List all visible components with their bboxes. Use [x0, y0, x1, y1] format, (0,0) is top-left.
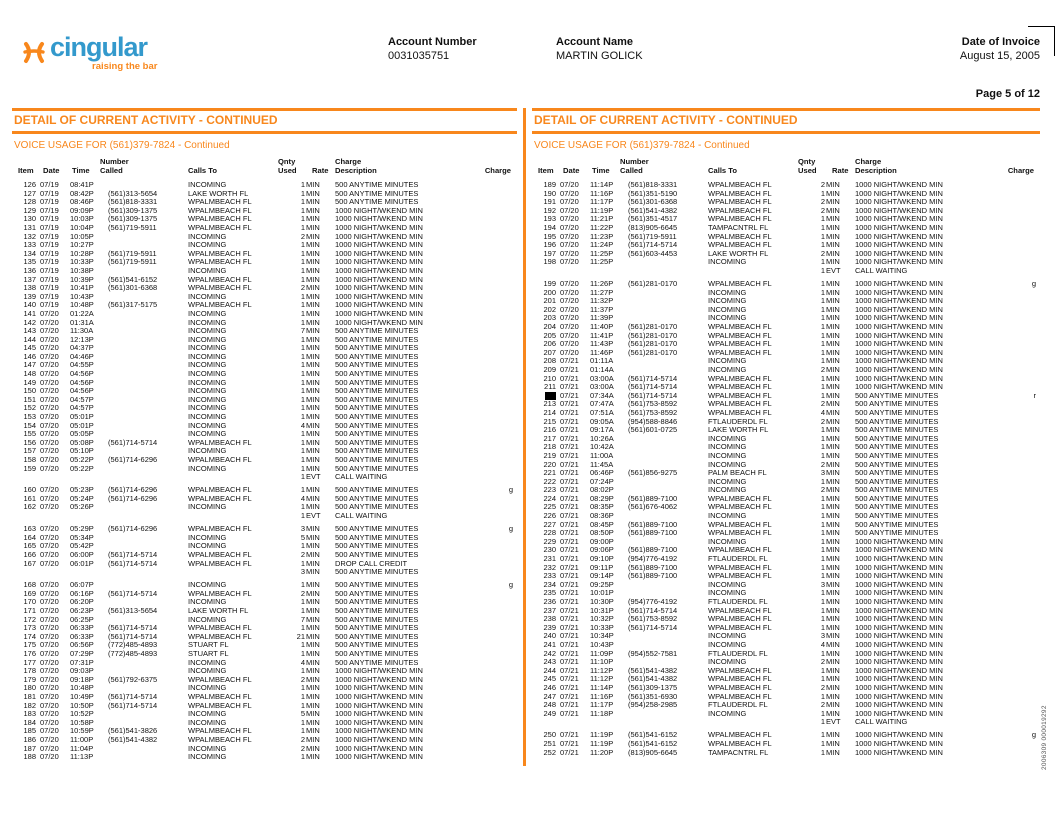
invoice-date-label: Date of Invoice [961, 36, 1040, 48]
call-record-row: 236 07/21 10:30P (954)776-4192 FTLAUDERDL FL 1 MIN 1000 NIGHT/WKEND MIN [543, 597, 943, 606]
call-record-row: 131 07/19 10:04P (561)719-5911 WPALMBEACH FL 1 MIN 1000 NIGHT/WKEND MIN [23, 222, 423, 232]
call-record-row: 136 07/19 10:38P INCOMING 1 MIN 1000 NIGHT/WKEND MIN [23, 265, 423, 275]
header-qnty: Qnty [278, 157, 296, 166]
call-record-row: 199 07/20 11:26P (561)281-0170 WPALMBEACH FL 1 MIN 1000 NIGHT/WKEND MIN g [543, 279, 1036, 289]
header-item: Item [538, 166, 554, 175]
call-record-row: 248 07/21 11:17P (954)258-2985 FTLAUDERDL FL 2 MIN 1000 NIGHT/WKEND MIN [543, 700, 943, 710]
call-record-row: 226 07/21 08:36P INCOMING 1 MIN 500 ANYTIME MINUTES [543, 511, 939, 521]
call-record-row: 208 07/21 01:11A INCOMING 1 MIN 1000 NIGHT/WKEND MIN [543, 356, 943, 366]
header-calls-to: Calls To [708, 166, 737, 175]
call-record-row: 132 07/19 10:05P INCOMING 2 MIN 1000 NIGHT/WKEND MIN [23, 231, 423, 241]
call-record-row: 164 07/20 05:34P INCOMING 5 MIN 500 ANYTIME MINUTES [23, 532, 419, 542]
brand-tagline: raising the bar [92, 61, 158, 72]
call-record-row: 156 07/20 05:08P (561)714-5714 WPALMBEACH FL 1 MIN 500 ANYTIME MINUTES [23, 437, 419, 447]
orange-rule-bottom [12, 131, 517, 134]
call-record-row: 183 07/20 10:52P INCOMING 5 MIN 1000 NIGHT/WKEND MIN [23, 709, 423, 719]
edge-print-code: 2006309 000019292 [1041, 705, 1048, 770]
call-record-row: 180 07/20 10:48P INCOMING 1 MIN 1000 NIGHT/WKEND MIN [23, 683, 423, 693]
call-record-row: 162 07/20 05:26P INCOMING 1 MIN 500 ANYTIME MINUTES [23, 502, 419, 512]
cingular-logo [22, 32, 252, 82]
header-called: Called [620, 166, 643, 175]
activity-column-right [532, 108, 1040, 768]
call-record-row: 243 07/21 11:10P INCOMING 2 MIN 1000 NIGHT/WKEND MIN [543, 657, 943, 667]
account-name-value: MARTIN GOLICK [556, 50, 643, 62]
call-record-row: 230 07/21 09:06P (561)889-7100 WPALMBEACH FL 1 MIN 1000 NIGHT/WKEND MIN [543, 545, 943, 555]
call-record-row: 179 07/20 09:18P (561)792-6375 WPALMBEACH FL 2 MIN 1000 NIGHT/WKEND MIN [23, 674, 423, 684]
account-number-block [388, 35, 477, 63]
call-record-row: 138 07/19 10:41P (561)301-6368 WPALMBEACH FL 2 MIN 1000 NIGHT/WKEND MIN [23, 283, 423, 293]
call-record-row: 159 07/20 05:22P INCOMING 1 MIN 500 ANYTIME MINUTES [23, 463, 419, 473]
activity-column-left [12, 108, 517, 768]
column-divider [523, 108, 526, 766]
call-record-row: 188 07/20 11:13P INCOMING 1 MIN 1000 NIGHT/WKEND MIN [23, 752, 423, 762]
call-record-row: 130 07/19 10:03P (561)309-1375 WPALMBEACH FL 1 MIN 1000 NIGHT/WKEND MIN [23, 214, 423, 224]
table-header [12, 157, 517, 177]
call-record-row: 152 07/20 04:57P INCOMING 1 MIN 500 ANYTIME MINUTES [23, 403, 419, 413]
corner-registration-mark [1028, 26, 1055, 56]
call-record-row: 186 07/20 11:00P (561)541-4382 WPALMBEACH FL 2 MIN 1000 NIGHT/WKEND MIN [23, 734, 423, 744]
call-record-row: 217 07/21 10:26A INCOMING 1 MIN 500 ANYTIME MINUTES [543, 433, 939, 443]
call-record-row: 151 07/20 04:57P INCOMING 1 MIN 500 ANYTIME MINUTES [23, 394, 419, 404]
call-record-row: 148 07/20 04:56P INCOMING 1 MIN 500 ANYTIME MINUTES [23, 369, 419, 379]
call-record-row: 184 07/20 10:58P INCOMING 1 MIN 1000 NIGHT/WKEND MIN [23, 717, 423, 727]
header-used: Used [278, 166, 297, 175]
call-record-row: 206 07/20 11:43P (561)281-0170 WPALMBEACH FL 1 MIN 1000 NIGHT/WKEND MIN [543, 339, 943, 349]
call-record-row: 176 07/20 07:29P (772)485-4893 STUART FL 1 MIN 500 ANYTIME MINUTES [23, 648, 419, 658]
header-used: Used [798, 166, 817, 175]
call-record-row: 146 07/20 04:46P INCOMING 1 MIN 500 ANYTIME MINUTES [23, 351, 419, 361]
call-record-row: 246 07/21 11:14P (561)309-1375 WPALMBEACH FL 2 MIN 1000 NIGHT/WKEND MIN [543, 682, 943, 692]
call-record-row: 174 07/20 06:33P (561)714-5714 WPALMBEACH FL 21 MIN 500 ANYTIME MINUTES [23, 631, 419, 641]
call-record-row: 250 07/21 11:19P (561)541-6152 WPALMBEACH FL 1 MIN 1000 NIGHT/WKEND MIN g [543, 730, 1036, 740]
header-charge: Charge [1007, 166, 1034, 175]
call-record-row: 134 07/19 10:28P (561)719-5911 WPALMBEACH FL 1 MIN 1000 NIGHT/WKEND MIN [23, 248, 423, 258]
call-record-row: 153 07/20 05:01P INCOMING 1 MIN 500 ANYTIME MINUTES [23, 412, 419, 422]
call-record-row: 154 07/20 05:01P INCOMING 4 MIN 500 ANYTIME MINUTES [23, 420, 419, 430]
header-time: Time [592, 166, 610, 175]
call-record-row: 155 07/20 05:05P INCOMING 1 MIN 500 ANYTIME MINUTES [23, 429, 419, 439]
call-record-row: 169 07/20 06:16P (561)714-5714 WPALMBEACH FL 2 MIN 500 ANYTIME MINUTES [23, 588, 419, 598]
call-record-row: 222 07/21 07:24P INCOMING 1 MIN 500 ANYTIME MINUTES [543, 476, 939, 486]
header-item: Item [18, 166, 34, 175]
call-record-row: 210 07/21 03:00A (561)714-5714 WPALMBEACH FL 1 MIN 1000 NIGHT/WKEND MIN [543, 373, 943, 383]
header-charge: Charge [484, 166, 511, 175]
cingular-jack-icon [22, 40, 46, 64]
header-time: Time [72, 166, 90, 175]
call-record-row: 187 07/20 11:04P INCOMING 2 MIN 1000 NIGHT/WKEND MIN [23, 743, 423, 753]
call-record-row: 198 07/20 11:25P INCOMING 1 MIN 1000 NIGHT/WKEND MIN [543, 257, 943, 267]
call-record-row: 245 07/21 11:12P (561)541-4382 WPALMBEACH FL 1 MIN 1000 NIGHT/WKEND MIN [543, 674, 943, 684]
call-record-row: 202 07/20 11:37P INCOMING 1 MIN 1000 NIGHT/WKEND MIN [543, 304, 943, 314]
call-record-row: 193 07/20 11:21P (561)351-4517 WPALMBEACH FL 1 MIN 1000 NIGHT/WKEND MIN [543, 214, 943, 224]
call-record-row: 144 07/20 12:13P INCOMING 1 MIN 500 ANYTIME MINUTES [23, 334, 419, 344]
call-record-row: 239 07/21 10:33P (561)714-5714 WPALMBEACH FL 1 MIN 1000 NIGHT/WKEND MIN [543, 622, 943, 632]
header-called: Called [100, 166, 123, 175]
call-record-row: 213 07/21 07:47A (561)753-8592 WPALMBEACH FL 2 MIN 500 ANYTIME MINUTES [543, 399, 939, 409]
call-record-row: 237 07/21 10:31P (561)714-5714 WPALMBEACH FL 1 MIN 1000 NIGHT/WKEND MIN [543, 605, 943, 615]
table-header [532, 157, 1040, 177]
header-calls-to: Calls To [188, 166, 217, 175]
call-record-row: 142 07/20 01:31A INCOMING 1 MIN 1000 NIGHT/WKEND MIN [23, 317, 423, 327]
call-record-row: 240 07/21 10:34P INCOMING 3 MIN 1000 NIGHT/WKEND MIN [543, 631, 943, 641]
call-record-row: 241 07/21 10:43P INCOMING 4 MIN 1000 NIGHT/WKEND MIN [543, 639, 943, 649]
call-record-row: 231 07/21 09:10P (954)776-4192 FTLAUDERDL FL 1 MIN 1000 NIGHT/WKEND MIN [543, 554, 943, 564]
section-title: DETAIL OF CURRENT ACTIVITY - CONTINUED [14, 113, 278, 127]
call-record-row: 235 07/21 10:01P INCOMING 1 MIN 1000 NIGHT/WKEND MIN [543, 588, 943, 598]
call-record-row: 137 07/19 10:39P (561)541-6152 WPALMBEACH FL 1 MIN 1000 NIGHT/WKEND MIN [23, 274, 423, 284]
call-record-row: 204 07/20 11:40P (561)281-0170 WPALMBEACH FL 1 MIN 1000 NIGHT/WKEND MIN [543, 322, 943, 331]
call-record-row: 232 07/21 09:11P (561)889-7100 WPALMBEACH FL 1 MIN 1000 NIGHT/WKEND MIN [543, 562, 943, 572]
orange-rule-top [532, 108, 1040, 111]
call-record-row: 1 EVT CALL WAITING [820, 265, 908, 275]
call-record-row: 197 07/20 11:25P (561)603-4453 LAKE WORTH FL 2 MIN 1000 NIGHT/WKEND MIN [543, 248, 943, 258]
call-record-row: 150 07/20 04:56P INCOMING 1 MIN 500 ANYTIME MINUTES [23, 386, 419, 396]
call-record-row: 135 07/19 10:33P (561)719-5911 WPALMBEACH FL 1 MIN 1000 NIGHT/WKEND MIN [23, 257, 423, 267]
call-record-row: 242 07/21 11:09P (954)552-7581 FTLAUDERDL FL 1 MIN 1000 NIGHT/WKEND MIN [543, 648, 943, 658]
call-record-row: 203 07/20 11:39P INCOMING 1 MIN 1000 NIGHT/WKEND MIN [543, 313, 943, 323]
call-record-row: 157 07/20 05:10P INCOMING 1 MIN 500 ANYTIME MINUTES [23, 446, 419, 456]
voice-usage-title: VOICE USAGE FOR (561)379-7824 - Continued [534, 140, 750, 151]
call-records-right [532, 181, 1040, 757]
call-record-row: 189 07/20 11:14P (561)818-3331 WPALMBEACH FL 2 MIN 1000 NIGHT/WKEND MIN [543, 180, 943, 189]
call-record-row: 190 07/20 11:16P (561)351-5190 WPALMBEACH FL 1 MIN 1000 NIGHT/WKEND MIN [543, 188, 943, 198]
call-record-row: 133 07/19 10:27P INCOMING 1 MIN 1000 NIGHT/WKEND MIN [23, 240, 423, 250]
call-record-row: 3 MIN 500 ANYTIME MINUTES [300, 567, 419, 577]
call-record-row: 207 07/20 11:46P (561)281-0170 WPALMBEACH FL 1 MIN 1000 NIGHT/WKEND MIN [543, 347, 943, 357]
call-record-row: 173 07/20 06:33P (561)714-5714 WPALMBEACH FL 1 MIN 500 ANYTIME MINUTES [23, 623, 419, 633]
orange-rule-top [12, 108, 517, 111]
call-record-row: 128 07/19 08:46P (561)818-3331 WPALMBEACH FL 1 MIN 500 ANYTIME MINUTES [23, 197, 419, 207]
call-record-row: 200 07/20 11:27P INCOMING 1 MIN 1000 NIGHT/WKEND MIN [543, 287, 943, 297]
call-record-row: 194 07/20 11:22P (813)905-6645 TAMPACNTRL FL 1 MIN 1000 NIGHT/WKEND MIN [543, 222, 943, 232]
call-record-row: 251 07/21 11:19P (561)541-6152 WPALMBEACH FL 1 MIN 1000 NIGHT/WKEND MIN [543, 739, 943, 748]
call-record-row: 167 07/20 06:01P (561)714-5714 WPALMBEACH FL 1 MIN DROP CALL CREDIT [23, 558, 408, 568]
header-rate: Rate [312, 166, 329, 175]
call-record-row: 220 07/21 11:45A INCOMING 2 MIN 500 ANYTIME MINUTES [543, 459, 939, 469]
header-number: Number [620, 157, 649, 166]
call-record-row: 247 07/21 11:16P (561)351-6930 WPALMBEACH FL 1 MIN 1000 NIGHT/WKEND MIN [543, 691, 943, 701]
call-record-row: 214 07/21 07:51A (561)753-8592 WPALMBEACH FL 4 MIN 500 ANYTIME MINUTES [543, 407, 939, 417]
call-record-row: 139 07/19 10:43P INCOMING 1 MIN 1000 NIGHT/WKEND MIN [23, 291, 423, 301]
call-record-row: 215 07/21 09:05A (954)588-8846 FTLAUDERDL FL 2 MIN 500 ANYTIME MINUTES [543, 416, 939, 426]
call-record-row: 170 07/20 06:20P INCOMING 1 MIN 500 ANYTIME MINUTES [23, 597, 419, 607]
call-record-row: 221 07/21 06:46P (561)856-9275 PALM BEACH FL 3 MIN 500 ANYTIME MINUTES [543, 468, 939, 478]
call-record-row: 168 07/20 06:07P INCOMING 1 MIN 500 ANYTIME MINUTES g [23, 580, 513, 590]
call-record-row: 209 07/21 01:14A INCOMING 2 MIN 1000 NIGHT/WKEND MIN [543, 364, 943, 374]
call-record-row: 234 07/21 09:25P INCOMING 3 MIN 1000 NIGHT/WKEND MIN [543, 579, 943, 589]
call-record-row: 182 07/20 10:50P (561)714-5714 WPALMBEACH FL 1 MIN 1000 NIGHT/WKEND MIN [23, 700, 423, 710]
call-record-row: 158 07/20 05:22P (561)714-6296 WPALMBEACH FL 1 MIN 500 ANYTIME MINUTES [23, 455, 419, 464]
call-record-row: 177 07/20 07:31P INCOMING 4 MIN 500 ANYTIME MINUTES [23, 657, 419, 667]
call-record-row: 147 07/20 04:55P INCOMING 1 MIN 500 ANYTIME MINUTES [23, 360, 419, 370]
call-record-row: 178 07/20 09:03P INCOMING 1 MIN 1000 NIGHT/WKEND MIN [23, 666, 423, 676]
header-charge-over: Charge [855, 157, 882, 166]
call-record-row: 165 07/20 05:42P INCOMING 1 MIN 500 ANYTIME MINUTES [23, 541, 419, 551]
call-record-row: 143 07/20 11:30A INCOMING 7 MIN 500 ANYTIME MINUTES [23, 326, 419, 336]
call-record-row: 163 07/20 05:29P (561)714-6296 WPALMBEACH FL 3 MIN 500 ANYTIME MINUTES g [23, 524, 513, 534]
call-record-row: 192 07/20 11:19P (561)541-4382 WPALMBEACH FL 2 MIN 1000 NIGHT/WKEND MIN [543, 205, 943, 215]
call-record-row: 161 07/20 05:24P (561)714-6296 WPALMBEACH FL 4 MIN 500 ANYTIME MINUTES [23, 493, 419, 503]
header-date: Date [43, 166, 60, 175]
call-record-row: 227 07/21 08:45P (561)889-7100 WPALMBEACH FL 1 MIN 500 ANYTIME MINUTES [543, 519, 939, 529]
call-record-row: 185 07/20 10:59P (561)541-3826 WPALMBEACH FL 1 MIN 1000 NIGHT/WKEND MIN [23, 726, 423, 736]
page-number: Page 5 of 12 [975, 88, 1040, 100]
call-records-left [12, 181, 517, 762]
call-record-row: 160 07/20 05:23P (561)714-6296 WPALMBEACH FL 1 MIN 500 ANYTIME MINUTES g [23, 485, 513, 495]
call-record-row: 1 EVT CALL WAITING [300, 511, 388, 521]
call-record-row: 244 07/21 11:12P (561)541-4382 WPALMBEACH FL 1 MIN 1000 NIGHT/WKEND MIN [543, 665, 943, 675]
header-date: Date [563, 166, 580, 175]
call-record-row: 216 07/21 09:17A (561)601-0725 LAKE WORTH FL 1 MIN 500 ANYTIME MINUTES [543, 425, 939, 435]
header-description: Description [855, 166, 897, 175]
call-record-row-redacted: 07/21 07:34A (561)714-5714 WPALMBEACH FL 1 MIN 500 ANYTIME MINUTES r [532, 392, 1040, 401]
call-record-row: 171 07/20 06:23P (561)313-5654 LAKE WORTH FL 1 MIN 500 ANYTIME MINUTES [23, 606, 419, 615]
account-name-label: Account Name [556, 36, 634, 48]
call-record-row: 1 EVT CALL WAITING [300, 472, 388, 482]
call-record-row: 195 07/20 11:23P (561)719-5911 WPALMBEACH FL 1 MIN 1000 NIGHT/WKEND MIN [543, 231, 943, 241]
call-record-row: 228 07/21 08:50P (561)889-7100 WPALMBEACH FL 1 MIN 500 ANYTIME MINUTES [543, 528, 939, 538]
invoice-date-value: August 15, 2005 [959, 50, 1040, 62]
voice-usage-title: VOICE USAGE FOR (561)379-7824 - Continued [14, 140, 230, 151]
call-record-row: 205 07/20 11:41P (561)281-0170 WPALMBEACH FL 1 MIN 1000 NIGHT/WKEND MIN [543, 330, 943, 340]
call-record-row: 211 07/21 03:00A (561)714-5714 WPALMBEACH FL 1 MIN 1000 NIGHT/WKEND MIN [544, 382, 943, 392]
call-record-row: 224 07/21 08:29P (561)889-7100 WPALMBEACH FL 1 MIN 500 ANYTIME MINUTES [543, 493, 939, 503]
orange-rule-bottom [532, 131, 1040, 134]
call-record-row: 225 07/21 08:35P (561)676-4062 WPALMBEACH FL 1 MIN 500 ANYTIME MINUTES [543, 502, 939, 512]
account-number-value: 0031035751 [388, 50, 450, 62]
account-name-block [556, 35, 643, 63]
call-record-row: 201 07/20 11:32P INCOMING 1 MIN 1000 NIGHT/WKEND MIN [543, 296, 943, 306]
account-number-label: Account Number [388, 36, 477, 48]
call-record-row: 166 07/20 06:00P (561)714-5714 WPALMBEACH FL 2 MIN 500 ANYTIME MINUTES [23, 549, 419, 559]
call-record-row: 196 07/20 11:24P (561)714-5714 WPALMBEACH FL 1 MIN 1000 NIGHT/WKEND MIN [543, 240, 943, 250]
call-record-row: 149 07/20 04:56P INCOMING 1 MIN 500 ANYTIME MINUTES [23, 377, 419, 387]
header-qnty: Qnty [798, 157, 816, 166]
section-title: DETAIL OF CURRENT ACTIVITY - CONTINUED [534, 113, 798, 127]
header-rate: Rate [832, 166, 849, 175]
call-record-row: 127 07/19 08:42P (561)313-5654 LAKE WORTH FL 1 MIN 500 ANYTIME MINUTES [23, 188, 419, 198]
call-record-row: 219 07/21 11:00A INCOMING 1 MIN 500 ANYTIME MINUTES [543, 450, 939, 460]
call-record-row: 181 07/20 10:49P (561)714-5714 WPALMBEACH FL 1 MIN 1000 NIGHT/WKEND MIN [23, 691, 423, 701]
call-record-row: 249 07/21 11:18P INCOMING 1 MIN 1000 NIGHT/WKEND MIN [543, 708, 943, 718]
call-record-row: 1 EVT CALL WAITING [820, 717, 908, 727]
call-record-row: 252 07/21 11:20P (813)905-6645 TAMPACNTRL FL 1 MIN 1000 NIGHT/WKEND MIN [543, 747, 943, 757]
header-description: Description [335, 166, 377, 175]
call-record-row: 175 07/20 06:56P (772)485-4893 STUART FL 1 MIN 500 ANYTIME MINUTES [23, 640, 419, 650]
call-record-row: 172 07/20 06:25P INCOMING 7 MIN 500 ANYTIME MINUTES [23, 614, 419, 624]
call-record-row: 233 07/21 09:14P (561)889-7100 WPALMBEACH FL 1 MIN 1000 NIGHT/WKEND MIN [543, 571, 943, 581]
call-record-row: 129 07/19 09:09P (561)309-1375 WPALMBEACH FL 1 MIN 1000 NIGHT/WKEND MIN [23, 205, 423, 215]
brand-name: cingular [50, 32, 148, 62]
header-number: Number [100, 157, 129, 166]
call-record-row: 191 07/20 11:17P (561)301-6368 WPALMBEACH FL 2 MIN 1000 NIGHT/WKEND MIN [543, 197, 943, 207]
call-record-row: 145 07/20 04:37P INCOMING 1 MIN 500 ANYTIME MINUTES [23, 343, 419, 353]
call-record-row: 140 07/19 10:48P (561)317-5175 WPALMBEACH FL 1 MIN 1000 NIGHT/WKEND MIN [23, 300, 423, 310]
call-record-row: 229 07/21 09:00P INCOMING 1 MIN 1000 NIGHT/WKEND MIN [543, 536, 943, 546]
call-record-row: 218 07/21 10:42A INCOMING 1 MIN 500 ANYTIME MINUTES [543, 442, 939, 452]
call-record-row: 141 07/20 01:22A INCOMING 1 MIN 1000 NIGHT/WKEND MIN [23, 308, 423, 318]
call-record-row: 238 07/21 10:32P (561)753-8592 WPALMBEACH FL 1 MIN 1000 NIGHT/WKEND MIN [543, 614, 943, 624]
call-record-row: 223 07/21 08:02P INCOMING 2 MIN 500 ANYTIME MINUTES [543, 485, 939, 495]
call-record-row: 126 07/19 08:41P INCOMING 1 MIN 500 ANYTIME MINUTES [23, 180, 419, 189]
header-charge-over: Charge [335, 157, 362, 166]
